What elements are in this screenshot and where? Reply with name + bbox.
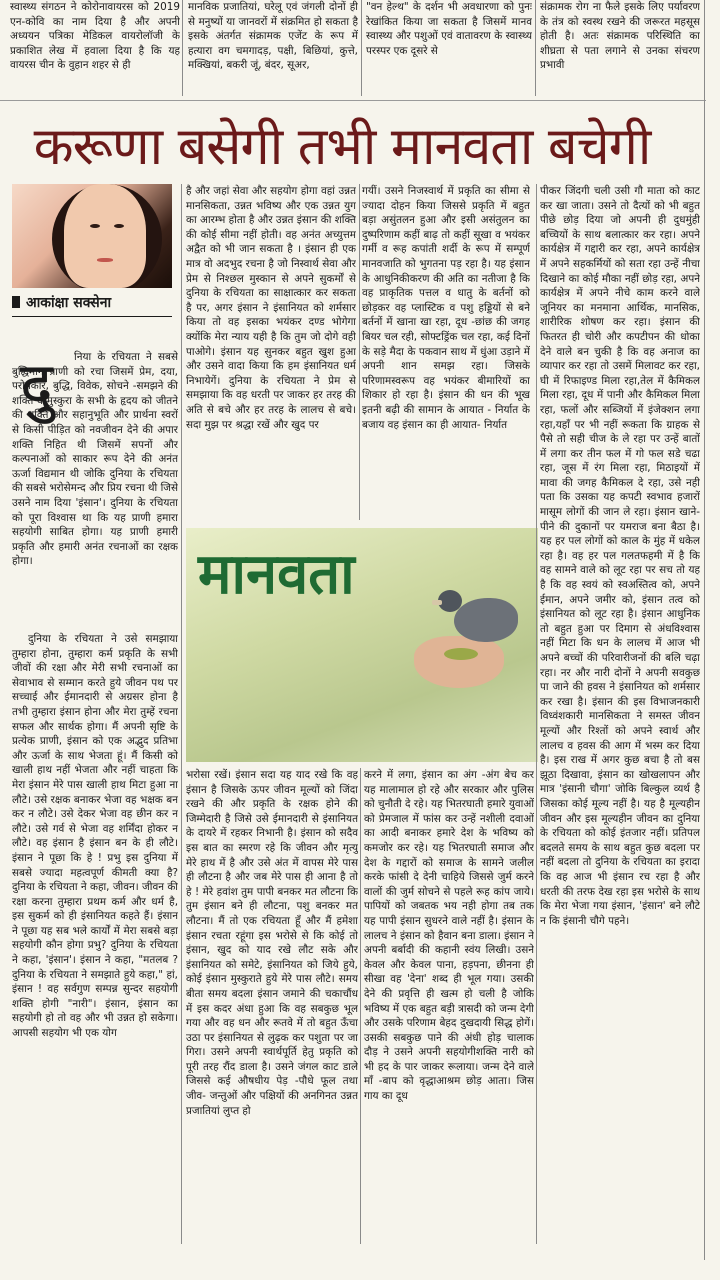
right-edge-divider (704, 0, 705, 1260)
column-divider-1 (181, 184, 182, 1244)
top-strip-col-3: "वन हेल्थ" के दर्शन भी अवधारणा को पुनः रेखांकित किया जा सकता है जिसमें मानव स्वास्थ्य और पशुओं एवं वातावरण के स्वास्थ्य परस्पर एक दूसरे से (366, 1, 532, 57)
column-3-bottom: करने में लगा, इंसान का अंग -अंग बेच कर यह मालामाल हो रहे और सरकार और पुलिस को चुनौती दे रहे। यह भितरघाती हमारे युवाओं को प्रेमजाल में फांस कर उन्हें नशीली दवाओं का आदी बनाकर हमारे देश के भविष्य को कमजोर कर रहे। यह भितरघाती समाज और देश के गद्दारों को समाज के सामने जलील करके फांसी दे देनी चाहिये जिससे जुर्म करने वालों की जुर्म सोचने से पहले रूह कांप जाये। पापियों को जबतक भय नही होगा तब तक यह पापी इंसान सुधरने वाले नहीं है। इंसान के लालच ने इंसान को हैवान बना डाला। इंसान ने अपनी बर्बादी की कहानी स्वंय लिखी। उसने केवल और केवल पाना, हड़पना, छीनना ही सीखा वह 'देना' शब्द ही भूल गया। उसकी देने की प्रवृत्ति ही खत्म हो चली है जोकि भविष्य में एक बहुत बड़ी त्रासदी को जन्म देगी और उसके परिणाम बेहद दुखदायी सिद्ध होगें। उसकी सबकुछ पाने की अंधी होड़ चालाक दौड़ ने उसने अपनी सहयोगीशक्ति नारी को भी हद के पार जाकर रूलाया। जन्म देने वाले माँ -बाप को वृद्धाआश्रम छोड़ आता। जिस गाय का दूध (364, 769, 534, 1103)
pigeon-body (454, 598, 518, 642)
column-divider-3 (536, 184, 537, 1244)
column-3-top: गयीं। उसने निजस्वार्थ में प्रकृति का सीमा से ज्यादा दोहन किया जिससे प्रकृति में बहुत बड़ा असुंतलन हुआ और इसी असंतुलन का दुष्परिणाम कहीं बाढ़ तो कहीं सूखा व भयंकर गर्मी व रूह कपांती शर्दी के रूप में सम्पूर्ण मानवजाति को भुगतना पड़ रहा है। यह इंसान के आधुनिकीकरण की अति का नतीजा है कि वह प्राकृतिक पत्तल व धातु के बर्तनों को छोड़कर वह प्लास्टिक व पशु हड्डियों से बने बर्तनों में खाना खा रहा, दूध -छांछ की जगह बियर चल रही, सोफ्टड्रिंक चल रहा, कई दिनों के सड़े मैदा के पकवान साथ में धुंआ उड़ाने में अपनी शान समझ रहा। जिसके परिणामस्वरूप वह भयंकर बीमारियों का शिकार हो रहा है। इंसान की धन की भूख इतनी बढ़ी की सामान के आयात - निर्यात के बजाय वह इंसान का ही आयात- निर्यात (362, 185, 530, 431)
column-1-body: दुनिया के रचियता ने उसे समझाया तुम्हारा होना, तुम्हारा कर्म प्रकृति के सभी जीवों की रक्षा और मेरी सभी रचनाओं का सेवाभाव से सम्मान करते हुये जीवन पथ पर सच्चाई और ईमानदारी से अग्रसर होना है तभी तुम्हारा इंसान होना और मेरा तुम्हें रचना सफल और सार्थक होगा। मैं अपनी सृष्टि के प्रत्येक प्राणी, इंसान को एक अद्भुद प्रतिभा और ऊर्जा के साथ भेजता हूं। मैं किसी को खाली हाथ नहीं भेजता और नहीं चाहता कि मेरा इंसान मेरे पास खाली हाथ मिटा हुआ ना लौटे। उसे रक्षक बनाकर भेजा वह भक्षक बन कर न लौटे। उसे देकर भेजा वह छीन कर न लौटे। उसे गर्व से भेजा वह शर्मिंदा होकर न लौटे। वह इंसान है इंसान बन के ही लौटे। इंसान ने पूछा कि हे ! प्रभु इस दुनिया में सबसे ज्यादा महत्वपूर्ण कीमती क्या है? दुनिया के रचियता ने कहा, जीवन। जीवन की रक्षा करना तुम्हारा प्रथम कर्म और धर्म है, इस सुकर्म को ही इंसानियत कहते हैं। इंसान ने पूछा यह सब भले कार्यों में मेरा सबसे बड़ा सहयोगी कौन होगा प्रभु? दुनिया के रचियता ने कहा, 'इंसान'। इंसान ने कहा, "मतलब ? दुनिया के रचियता ने समझाते हुये कहा," हां, इंसान ! वह सर्वगुण सम्पन्न सुन्दर सहयोगी शक्ति होगी "नारी"। इंसान, इंसान का सहयोगी हो तो वह और भी उन्नत हो सकेगा। आपसी सहयोग भी एक योग (12, 633, 178, 1040)
top-strip-col-1: स्वास्थ्य संगठन ने कोरोनावायरस को 2019 एन-कोवि का नाम दिया है और अपनी अध्ययन पत्रिका मेडिकल वायरोलॉजी के प्रकाशित लेख में हवाला दिया है कि यह वायरस चीन के वुहान शहर से ही (10, 1, 180, 72)
drop-cap: दु (20, 348, 53, 421)
top-column-divider-3 (535, 0, 536, 96)
author-face-shape (64, 184, 146, 288)
column-2-top: है और जहां सेवा और सहयोग होगा वहां उन्नत मानसिकता, उन्नत भविष्य और एक उन्नत युग का आरम्भ होता है और उन्नत इंसान की शक्ति की कोई सीमा नहीं होती। वह अनंत अच्युत्तम अद्वैत को भी जान सकता है । इंसान ही एक मात्र वो अदभुद रचना है जो निस्वार्थ सेवा और प्रेम से निश्छल मुस्कान से अपने सुकर्मों से दुनिया के रचियता का साक्षात्कार कर सकता है पर, अगर इंसान ने इंसानियत को शर्मसार किया तो वह इसका भयंकर दण्ड भोगेगा क्योंकि मेरा न्याय यही है कि तुम जो दोगे वही पाओगे। इंसान यह सुनकर बहुत खुश हुआ और उसने वादा किया कि हम इंसानियत धर्म निभायेगें। दुनिया के रचियता ने प्रेम से समझाया कि वह धरती पर जाकर हर तरह की अति से बचे और हर तरह के लालच से बचे। सदा मुझ पर श्रद्धा रखें और खुद पर (186, 185, 356, 431)
pigeon-beak (432, 600, 442, 605)
humanity-illustration (186, 528, 538, 762)
grain-seeds (444, 648, 478, 660)
column-2-bottom: भरोसा रखें। इंसान सदा यह याद रखे कि वह इंसान है जिसके ऊपर जीवन मूल्यों को जिंदा रखने की और प्रकृति के रक्षक होने की जिम्मेदारी है जिसे उसे ईमानदारी से इंसानियत के दायरे में रहकर निभानी है। इंसान को सदैव इस बात का स्मरण रहे कि जीवन और मृत्यु मेरे हाथ में है और उसे अंत में वापस मेरे पास ही लौटना है और जब मेरे पास ही आना है तो हे ! मेरे हवांश तुम पापी बनकर मत लौटना कि तुम इंसान बने ही लौटना, पशु बनकर मत लौटना। मैं तो एक रचियता हूँ और मैं हमेशा इंसान रचता रहूंगा इस भरोसे से कि कोई तो इंसान, खुद को याद रखे लौट सके और इंसानियत को समेटे, इंसानियत को जिये हुये, कोई इंसान मुस्कुराते हुये मेरे पास लौटे। समय बीता समय बदला इंसान जमाने की चकाचौंध में इस कदर अंधा हुआ कि वह सबकुछ भूल गया और वह धन और रूतवे में तो बहुत ऊँचा उठा पर इंसानियत से लुढ़क कर पशुता पर जा गिरा। उसने अपनी स्वार्थपूर्ति हेतु प्रकृति को पूरी तरह रौंद डाला है। उसने जंगल काट डाले जिससे कई औषधीय पेड़ -पौधे फूल तथा जीव- जन्तुओं और पक्षियों की अनगिनत उन्नत प्रजातियां लुप्त हो (186, 769, 358, 1117)
top-column-divider-2 (361, 0, 362, 96)
top-strip-divider (0, 100, 706, 101)
top-column-divider-1 (182, 0, 183, 96)
column-divider-2 (359, 184, 360, 520)
byline-rule (12, 316, 172, 317)
byline-marker (12, 296, 20, 308)
top-strip-col-4: संक्रामक रोग ना फैले इसके लिए पर्यावरण के तंत्र को स्वस्थ रखने की जरूरत महसूस होती है। अतः संक्रामक परिस्थिति का शीघ्रता से पता लगाने से उनका संचरण प्रभावी (540, 1, 700, 72)
author-photo (12, 184, 172, 288)
illustration-title: मानवता (198, 541, 355, 607)
lips (97, 258, 113, 262)
column-divider-2b (360, 768, 361, 1244)
feeding-hand (414, 636, 504, 688)
author-byline (12, 294, 172, 312)
column-1-intro: निया के रचियता ने सबसे बुद्धिमान प्राणी को रचा जिसमें प्रेम, दया, परोपकार, बुद्धि, विवेक, सोचने -समझने की शक्ति व मुस्कुरा के सभी के हृदय को जीतने की शक्ति और सहानुभूति और प्रार्थना स्वरों से किसी पीड़ित को नवजीवन देने की अपार शक्ति निहित थी जिसमें सपनों और कल्पनाओं को साकार रूप देने की अनंत ऊर्जा विद्यमान थी जोकि दुनिया के रचियता की सबसे भरोसेमन्द और प्रिय रचना थी जिसे उसने नाम दिया 'इंसान'। दुनिया के रचियता को पूरा विश्वास था कि यह प्राणी हमारा सहयोगी साबित होगा। यह प्राणी हमारी प्रकृति और हमारी अनंत रचनाओं का रक्षक होगा। (12, 351, 178, 568)
top-strip-col-2: मानविक प्रजातियां, घरेलू एवं जंगली दोनों ही से मनुष्यों या जानवरों में संक्रमित हो सकता है इसके अंतर्गत संक्रामक एजेंट के रूप में हत्यारा वग चमगादड़, पक्षी, बिछियां, कुत्ते, मक्खियां, बकरी जूं, बंदर, सूअर, (188, 1, 358, 72)
headline: करूणा बसेगी तभी मानवता बचेगी (33, 117, 651, 177)
author-name: आकांक्षा सक्सेना (26, 295, 112, 311)
left-eye (90, 224, 100, 228)
column-4: पीकर जिंदगी चली उसी गौ माता को काट कर खा जाता। उसने तो दैत्यों को भी बहुत पीछे छोड़ दिया जो अपनी ही दुधमुंही बच्चियों के साथ बलात्कार कर रहा। अपने कार्यक्षेत्र में गद्दारी कर रहा, अपने कार्यक्षेत्र में अपने सहकर्मियों को सता रहा उन्हें नीचा दिखाने का कोई मौका नहीं छोड़ रहा, अपने कार्यक्षेत्र में अपने नीचे काम करने वाले जूनियर का मनमाना आर्थिक, मानसिक, शारीरिक शोषण कर रहा। इंसान की फितरत ही चोरी और कपटीपन की धोका देने वाले बन चुकी है कि वह अनाज का व्यापार कर रहा तो उसमें मिलावट कर रहा, घी में रिफाइण्ड मिला रहा,तेल में कैमिकल मिला रहा, दूध में पानी और कैमिकल मिला रहा, फलों और सब्जियों में इंजेक्शन लगा रहा,यहाँ पर भी नहीं रूकता कि ग्राहक से पैसे तो सही चीज के ले रहा पर उन्हें बातों में लगा कर तीन फल में गो फल सडे चढा रहा, जूस में रंग मिला रहा, मिठाइयों में मावा की जगह कैमिकल दे रहा, उसे नही पता कि उसका यह कपटी स्वभाव हजारों मासूम लोगों की जान ले रहा। इंसान खाने-पीने की दुकानों पर यमराज बना बैठा है। यह हर पल लोगों को काल के मुंह में धकेल रहा है। वह हर पल गलतफहमी में है कि वह सामने वाले को लूट रहा पर सच तो यह है कि वह स्वयं को स्वअस्तित्व को, अपने ईमान, अपने जमीर को, इंसान तत्व को इंसानियत को लूट रहा है। इंसान आधुनिक तो बहुत हुआ पर दिमाग से अंधविश्वास नहीं मिटा कि धन के लालच में आज भी अपने बच्चों की परिवारीजनों की बलि चढ़ा रहा। नर और नारी दोनों ने अपनी सवकुछ पा जाने की हवस ने इंसानियत को शर्मसार कर रखा है। इंसान की इस विभाजनकारी विध्वंशकारी मानसिकता ने समस्त जीवन मूल्यों और रिश्तों को अपने स्वार्थ और लालच व हवस की आग में भस्म कर दिया है। इस राख में अगर कुछ बचा है तो बस झूठा दिखावा, इंसान का खोखलापन और मात्र 'इंसानी चौगा' जोकि बिल्कुल व्यर्थ है जिसका कोई मूल्य नहीं है। यह है मूल्यहीन जीवन और इस मूल्यहीन जीवन का दुनिया के रचियता को कोई इंतजार नहीं। प्रतिपल बदलते समय के साथ बहुत कुछ बदला पर नहीं बदला तो दुनिया के रचियता का इरादा कि वह आज भी इंसान रच रहा है और धरती की तरफ देख रहा इस भरोसे के साथ कि मेरा भेजा गया इंसान, 'इंसान' बने लौटे न कि इंसानी चौगे पहने। (540, 185, 700, 927)
right-eye (114, 224, 124, 228)
